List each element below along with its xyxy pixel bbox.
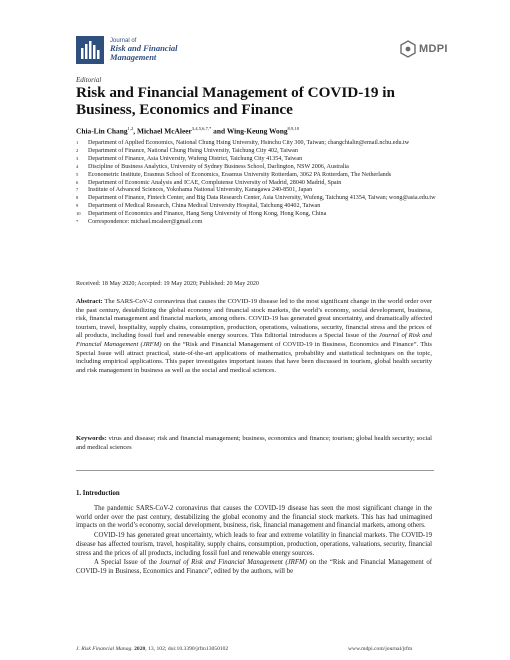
journal-name (110, 38, 178, 62)
author-name[interactable]: Chia-Lin Chang (76, 126, 128, 136)
author-separator: and (211, 126, 227, 136)
affiliation-text: Discipline of Business Analytics, University of Sydney Business School, Darlington, NSW 2006, Australia (88, 163, 349, 170)
section-heading: 1. Introduction (76, 490, 120, 497)
citation-footer (76, 646, 228, 652)
author-list (76, 126, 299, 135)
affiliation-number: 4 (76, 163, 79, 169)
publication-dates: Received: 18 May 2020; Accepted: 19 May 2020; Published: 20 May 2020 (76, 281, 259, 287)
affiliation-text: Department of Economics and Finance, Hang Seng University of Hong Kong, Hong Kong, China (88, 211, 327, 218)
affiliation-number: 10 (76, 211, 81, 217)
body-text: A Special Issue of the (94, 559, 160, 567)
journal-url[interactable]: www.mdpi.com/journal/jrfm (348, 646, 413, 652)
affiliation-number: 7 (76, 187, 79, 193)
section-body (76, 505, 432, 578)
citation-year: 2020 (134, 646, 146, 652)
journal-logo[interactable] (76, 36, 178, 64)
article-title: Risk and Financial Management of COVID-19 in Business, Economics and Finance (76, 84, 395, 118)
article-type: Editorial (76, 76, 102, 84)
author-name[interactable]: Wing-Keung Wong (226, 126, 288, 136)
body-journal-name: Journal of Risk and Financial Management (JRFM) (159, 559, 307, 567)
affiliation-number: 2 (76, 147, 79, 153)
affiliation-text: Department of Applied Economics, National Chung Hsing University, Hsinchu City 300, Taiwan; changchialin@email.nchu.edu.tw (88, 140, 410, 146)
affiliation-item (76, 140, 446, 148)
publisher-logo[interactable] (399, 40, 448, 58)
affiliation-text: Department of Finance, Asia University, Wufeng District, Taichung City 41354, Taiwan (88, 155, 303, 162)
abstract-text-1: The SARS-CoV-2 coronavirus that causes the COVID-19 disease led to the most significant change in the world order over the past century, destabilizing the global economy and financial stock markets, the world’s economy, social development, business, risk, financial management and financial markets, among others. COVID-19 has generated great uncertainty, and dramatically affected tourism, travel, hospitality, supply chains, consumption, production, operations, valuations, security, financial stress and the prices of all products, including fossil fuel and renewable energy sources. This Editorial introduces a Special Issue of the (76, 298, 432, 340)
affiliation-number: 1 (76, 140, 79, 145)
abstract-journal-name: Journal of Risk and Financial Management (JRFM) (76, 332, 432, 348)
body-paragraph: The pandemic SARS-CoV-2 coronavirus that causes the COVID-19 disease has seen the most significant change in the world order over the past century, destabilizing the global economy and the financial stock markets. This has had unimagined impacts on the world’s economy, social development, business, risk, financial management and financial markets, among others. (76, 505, 432, 530)
body-text: on the “Risk and Financial Management of COVID-19 in Business, Economics and Finance”, edited by the authors, will be (76, 559, 432, 575)
section-divider (76, 470, 434, 471)
affiliation-number: 6 (76, 179, 79, 185)
citation-journal: J. Risk Financial Manag. (76, 646, 133, 652)
author-affil-ref: 8,9,10 (287, 126, 300, 131)
correspondence-marker: * (76, 219, 79, 225)
abstract-text-2: on the “Risk and Financial Management of COVID-19 in Business, Economics and Finance”. This Special Issue will attract practical, state-of-the-art applications of mathematics, probability and statistical techniques on the topic, including empirical applications. This paper investigates important issues that have been discussed in tourism, global health security and risk management in business as well as the social and medical sciences. (76, 340, 432, 374)
journal-name-line1: Risk and Financial (110, 43, 178, 53)
author-separator: , (133, 126, 137, 136)
affiliation-number: 5 (76, 171, 79, 177)
body-paragraph: COVID-19 has generated great uncertainty, which leads to fear and extreme volatility in financial markets. The COVID-19 disease has affected tourism, travel, hospitality, supply chains, consumption, production, operations, valuations, security, financial stress and the prices of all products, including fossil fuel and renewable energy sources. (76, 532, 432, 557)
affiliation-item (76, 211, 446, 219)
affiliation-item (76, 156, 446, 164)
affiliation-item (76, 148, 446, 156)
author-affil-ref: 1,2 (127, 126, 134, 131)
publisher-name: MDPI (419, 43, 448, 55)
affiliation-text: Department of Economic Analysis and ICAE, Complutense University of Madrid, 28040 Madrid, Spain (88, 179, 342, 186)
affiliation-text: Institute of Advanced Sciences, Yokohama National University, Kanagawa 240-8501, Japan (88, 187, 313, 194)
affiliation-item (76, 172, 446, 180)
journal-name-small: Journal of (110, 38, 137, 44)
author-affil-ref: 3,4,5,6,7,* (191, 126, 212, 131)
abstract-label: Abstract: (76, 298, 103, 305)
keywords-label: Keywords: (76, 435, 107, 442)
affiliation-number: 8 (76, 195, 79, 201)
affiliation-text: Department of Finance, Fintech Center, and Big Data Research Center, Asia University, Wufeng, Taichung 41354, Taiwan; wong@asia.edu.tw (88, 195, 436, 202)
correspondence-item (76, 219, 446, 227)
affiliation-text: Department of Medical Research, China Medical University Hospital, Taichung 40402, Taiwan (88, 203, 321, 210)
affiliation-list (76, 140, 446, 227)
mdpi-hexagon-icon (399, 40, 417, 58)
journal-logo-icon (76, 36, 104, 64)
citation-details: , 13, 102; doi:10.3390/jrfm13050102 (145, 646, 229, 652)
affiliation-text: Department of Finance, National Chung Hsing University, Taichung City 402, Taiwan (88, 147, 298, 154)
affiliation-item (76, 203, 446, 211)
author-name[interactable]: Michael McAleer (137, 126, 192, 136)
keywords (76, 435, 432, 452)
affiliation-number: 9 (76, 203, 79, 209)
journal-name-line2: Management (110, 52, 157, 62)
abstract (76, 298, 432, 375)
affiliation-number: 3 (76, 155, 79, 161)
keywords-text: virus and disease; risk and financial management; business, economics and finance; tourism; global health security; social and medical sciences (76, 435, 432, 451)
affiliation-text: Econometric Institute, Erasmus School of Economics, Erasmus University Rotterdam, 3062 PA Rotterdam, The Netherlands (88, 171, 392, 178)
affiliation-item (76, 164, 446, 172)
body-paragraph (76, 559, 432, 576)
correspondence-text[interactable]: Correspondence: michael.mcaleer@gmail.com (88, 219, 203, 226)
